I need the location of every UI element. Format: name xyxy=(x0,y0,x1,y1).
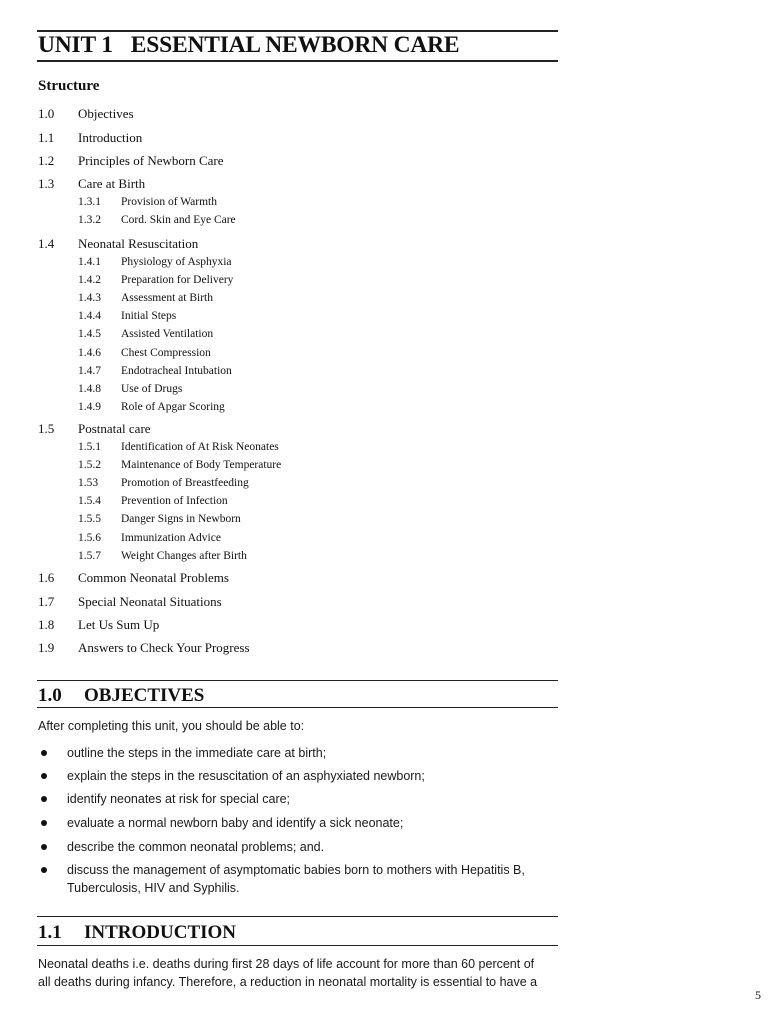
objective-line: outline the steps in the immediate care at birth; xyxy=(67,746,327,760)
toc-subitem-label: Physiology of Asphyxia xyxy=(121,256,232,268)
page-number: 5 xyxy=(755,988,761,1002)
objective-text xyxy=(67,861,557,897)
paragraph-line: all deaths during infancy. Therefore, a reduction in neonatal mortality is essential to have a xyxy=(38,975,538,989)
toc-item-label: Let Us Sum Up xyxy=(78,617,160,632)
bullet-dot-icon xyxy=(41,820,47,826)
toc-subitem-number: 1.4.7 xyxy=(78,364,101,377)
toc-subitem-number: 1.5.4 xyxy=(78,495,101,508)
toc-item-number: 1.5 xyxy=(38,421,55,436)
toc-subitem-label: Weight Changes after Birth xyxy=(121,549,247,562)
unit-title-text: ESSENTIAL NEWBORN CARE xyxy=(130,32,460,58)
toc-item-number: 1.0 xyxy=(38,106,55,121)
bullet-dot-icon xyxy=(41,844,47,850)
toc-subitem-number: 1.4.9 xyxy=(78,400,101,413)
objectives-bottom-rule xyxy=(37,707,558,708)
toc-subitem-number: 1.4.5 xyxy=(78,328,101,341)
toc-subitem-number: 1.4.3 xyxy=(78,292,101,305)
toc-subitem-label: Provision of Warmth xyxy=(121,196,217,208)
toc-subitem-label: Prevention of Infection xyxy=(121,495,228,508)
toc-item-number: 1.4 xyxy=(38,236,55,251)
toc-subitem-number: 1.5.1 xyxy=(78,441,101,453)
toc-subitem-number: 1.5.2 xyxy=(78,459,101,472)
toc-subitem-label: Assessment at Birth xyxy=(121,292,213,305)
toc-subitem-label: Chest Compression xyxy=(121,346,211,359)
toc-item-label: Principles of Newborn Care xyxy=(78,153,224,168)
toc-subitem-label: Immunization Advice xyxy=(121,531,221,544)
objective-text xyxy=(67,790,557,808)
toc-item-label: Answers to Check Your Progress xyxy=(78,640,250,655)
toc-subitem-number: 1.4.4 xyxy=(78,310,101,323)
toc-subitem-number: 1.5.5 xyxy=(78,513,101,526)
section-title: INTRODUCTION xyxy=(84,922,237,943)
toc-subitem-label: Danger Signs in Newborn xyxy=(121,513,241,526)
toc-item-label: Postnatal care xyxy=(78,421,151,436)
toc-subitem-number: 1.3.2 xyxy=(78,214,101,227)
toc-item-number: 1.1 xyxy=(38,130,55,145)
bullet-dot-icon xyxy=(41,796,47,802)
objective-line: explain the steps in the resuscitation of an asphyxiated newborn; xyxy=(67,769,425,783)
toc-item-number: 1.9 xyxy=(38,640,55,655)
title-bottom-rule xyxy=(37,60,558,62)
unit-title xyxy=(38,31,459,59)
toc-item-number: 1.7 xyxy=(38,594,55,609)
introduction-bottom-rule xyxy=(37,945,558,946)
objective-line: identify neonates at risk for special care; xyxy=(67,792,291,806)
toc-item-number: 1.3 xyxy=(38,176,55,191)
toc-subitem-label: Maintenance of Body Temperature xyxy=(121,459,282,472)
introduction-top-rule xyxy=(37,916,558,917)
paragraph-line: Neonatal deaths i.e. deaths during first 28 days of life account for more than 60 percent of xyxy=(38,957,535,971)
introduction-heading xyxy=(38,922,236,944)
bullet-dot-icon xyxy=(41,750,47,756)
toc-item-number: 1.2 xyxy=(38,153,55,168)
objectives-intro: After completing this unit, you should be able to: xyxy=(38,719,305,733)
toc-subitem-label: Promotion of Breastfeeding xyxy=(121,477,249,490)
toc-item-number: 1.6 xyxy=(38,570,55,585)
toc-subitem-label: Assisted Ventilation xyxy=(121,328,214,341)
toc-item-label: Objectives xyxy=(78,106,134,121)
toc-item-label: Common Neonatal Problems xyxy=(78,570,229,585)
unit-label: UNIT 1 xyxy=(38,32,113,58)
toc-subitem-number: 1.53 xyxy=(78,477,99,490)
objective-text xyxy=(67,744,557,762)
toc-subitem-label: Endotracheal Intubation xyxy=(121,364,232,377)
bullet-dot-icon xyxy=(41,773,47,779)
objective-line: Tuberculosis, HIV and Syphilis. xyxy=(67,881,240,895)
toc-item-label: Neonatal Resuscitation xyxy=(78,236,199,251)
objective-line: evaluate a normal newborn baby and identify a sick neonate; xyxy=(67,816,404,830)
section-number: 1.1 xyxy=(38,922,62,943)
toc-item-label: Care at Birth xyxy=(78,176,146,191)
toc-subitem-label: Role of Apgar Scoring xyxy=(121,400,225,413)
toc-subitem-label: Initial Steps xyxy=(121,310,177,323)
toc-subitem-number: 1.4.6 xyxy=(78,346,101,359)
objective-line: describe the common neonatal problems; and. xyxy=(67,840,325,854)
toc-item-number: 1.8 xyxy=(38,617,55,632)
objectives-top-rule xyxy=(37,680,558,681)
introduction-paragraph xyxy=(38,955,560,991)
objective-text xyxy=(67,767,557,785)
toc-subitem-number: 1.3.1 xyxy=(78,196,101,208)
objective-text xyxy=(67,838,557,856)
objective-line: discuss the management of asymptomatic babies born to mothers with Hepatitis B, xyxy=(67,863,525,877)
toc-subitem-number: 1.4.2 xyxy=(78,274,101,287)
toc-subitem-number: 1.5.6 xyxy=(78,531,101,544)
toc-subitem-label: Preparation for Delivery xyxy=(121,274,234,287)
structure-heading: Structure xyxy=(38,78,100,94)
toc-subitem-label: Use of Drugs xyxy=(121,382,183,395)
toc-item-label: Special Neonatal Situations xyxy=(78,594,222,609)
objective-text xyxy=(67,814,557,832)
section-title: OBJECTIVES xyxy=(84,685,205,706)
section-number: 1.0 xyxy=(38,685,62,706)
toc-subitem-number: 1.4.1 xyxy=(78,256,101,268)
toc-subitem-label: Cord. Skin and Eye Care xyxy=(121,214,236,227)
toc-subitem-label: Identification of At Risk Neonates xyxy=(121,441,279,453)
bullet-dot-icon xyxy=(41,867,47,873)
toc-subitem-number: 1.5.7 xyxy=(78,549,101,562)
toc-subitem-number: 1.4.8 xyxy=(78,382,101,395)
objectives-heading xyxy=(38,685,204,707)
toc-item-label: Introduction xyxy=(78,130,143,145)
